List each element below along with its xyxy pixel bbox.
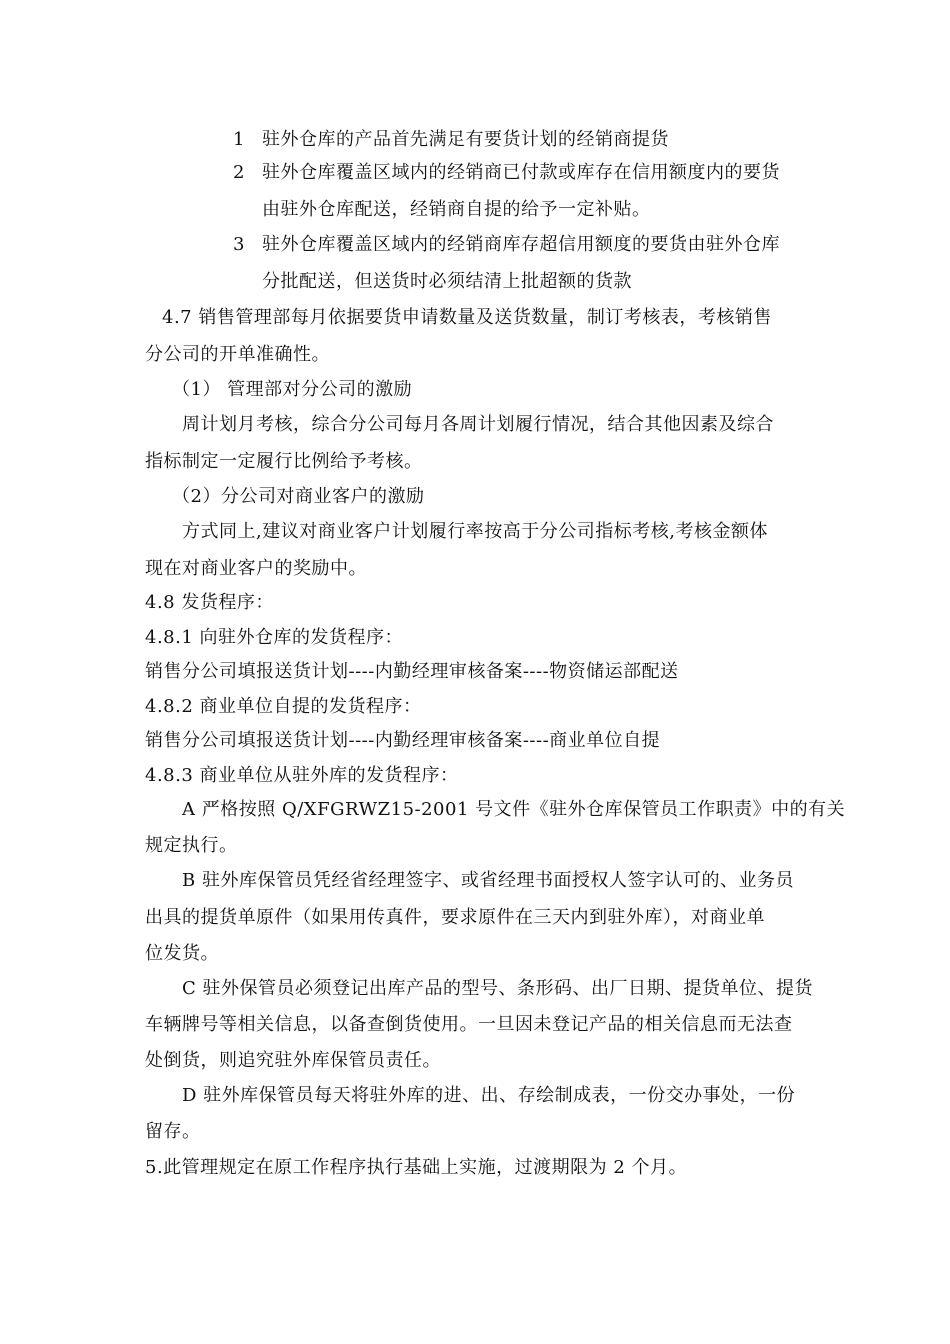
list-number: 3 [233, 234, 245, 255]
paragraph-text: C 驻外保管员必须登记出库产品的型号、条形码、出厂日期、提货单位、提货 [182, 978, 813, 999]
paragraph-text: 指标制定一定履行比例给予考核。 [145, 451, 423, 472]
paragraph-text: 位发货。 [145, 943, 219, 964]
section-heading: 4.8.2 商业单位自提的发货程序： [145, 696, 422, 717]
paragraph-text: A 严格按照 Q/XFGRWZ15-2001 号文件《驻外仓库保管员工作职责》中的有关 [182, 799, 846, 820]
subsection-heading: （1） 管理部对分公司的激励 [172, 379, 413, 400]
section-heading: 4.8.3 商业单位从驻外库的发货程序： [145, 765, 459, 786]
process-flow-text: 销售分公司填报送货计划----内勤经理审核备案----物资储运部配送 [145, 661, 679, 682]
paragraph-text: 车辆牌号等相关信息，以备查倒货使用。一旦因未登记产品的相关信息而无法查 [145, 1014, 793, 1035]
section-heading: 4.8 发货程序： [145, 592, 274, 613]
list-item-text: 驻外仓库的产品首先满足有要货计划的经销商提货 [262, 129, 669, 150]
paragraph-text: 现在对商业客户的奖励中。 [145, 558, 367, 579]
paragraph-text: 出具的提货单原件（如果用传真件，要求原件在三天内到驻外库），对商业单 [145, 907, 765, 928]
paragraph-text: B 驻外库保管员凭经省经理签字、或省经理书面授权人签字认可的、业务员 [182, 870, 794, 891]
paragraph-text: 留存。 [145, 1121, 201, 1142]
list-item-text: 由驻外仓库配送，经销商自提的给予一定补贴。 [262, 199, 651, 220]
section-4-7-text: 4.7 销售管理部每月依据要货申请数量及送货数量，制订考核表，考核销售 [162, 307, 772, 328]
process-flow-text: 销售分公司填报送货计划----内勤经理审核备案----商业单位自提 [145, 730, 661, 751]
paragraph-text: D 驻外库保管员每天将驻外库的进、出、存绘制成表，一份交办事处，一份 [182, 1085, 796, 1106]
paragraph-text: 处倒货，则追究驻外库保管员责任。 [145, 1050, 441, 1071]
list-number: 1 [233, 129, 245, 150]
paragraph-text: 周计划月考核，综合分公司每月各周计划履行情况，结合其他因素及综合 [182, 414, 774, 435]
list-item-text: 分批配送，但送货时必须结清上批超额的货款 [262, 271, 632, 292]
section-5-text: 5.此管理规定在原工作程序执行基础上实施，过渡期限为 2 个月。 [145, 1157, 688, 1178]
section-4-7-text: 分公司的开单准确性。 [145, 344, 330, 365]
list-item-text: 驻外仓库覆盖区域内的经销商库存超信用额度的要货由驻外仓库 [262, 234, 780, 255]
list-number: 2 [233, 162, 245, 183]
subsection-heading: （2）分公司对商业客户的激励 [172, 486, 425, 507]
paragraph-text: 方式同上,建议对商业客户计划履行率按高于分公司指标考核,考核金额体 [182, 521, 768, 542]
section-heading: 4.8.1 向驻外仓库的发货程序： [145, 627, 404, 648]
list-item-text: 驻外仓库覆盖区域内的经销商已付款或库存在信用额度内的要货 [262, 162, 780, 183]
paragraph-text: 规定执行。 [145, 835, 238, 856]
